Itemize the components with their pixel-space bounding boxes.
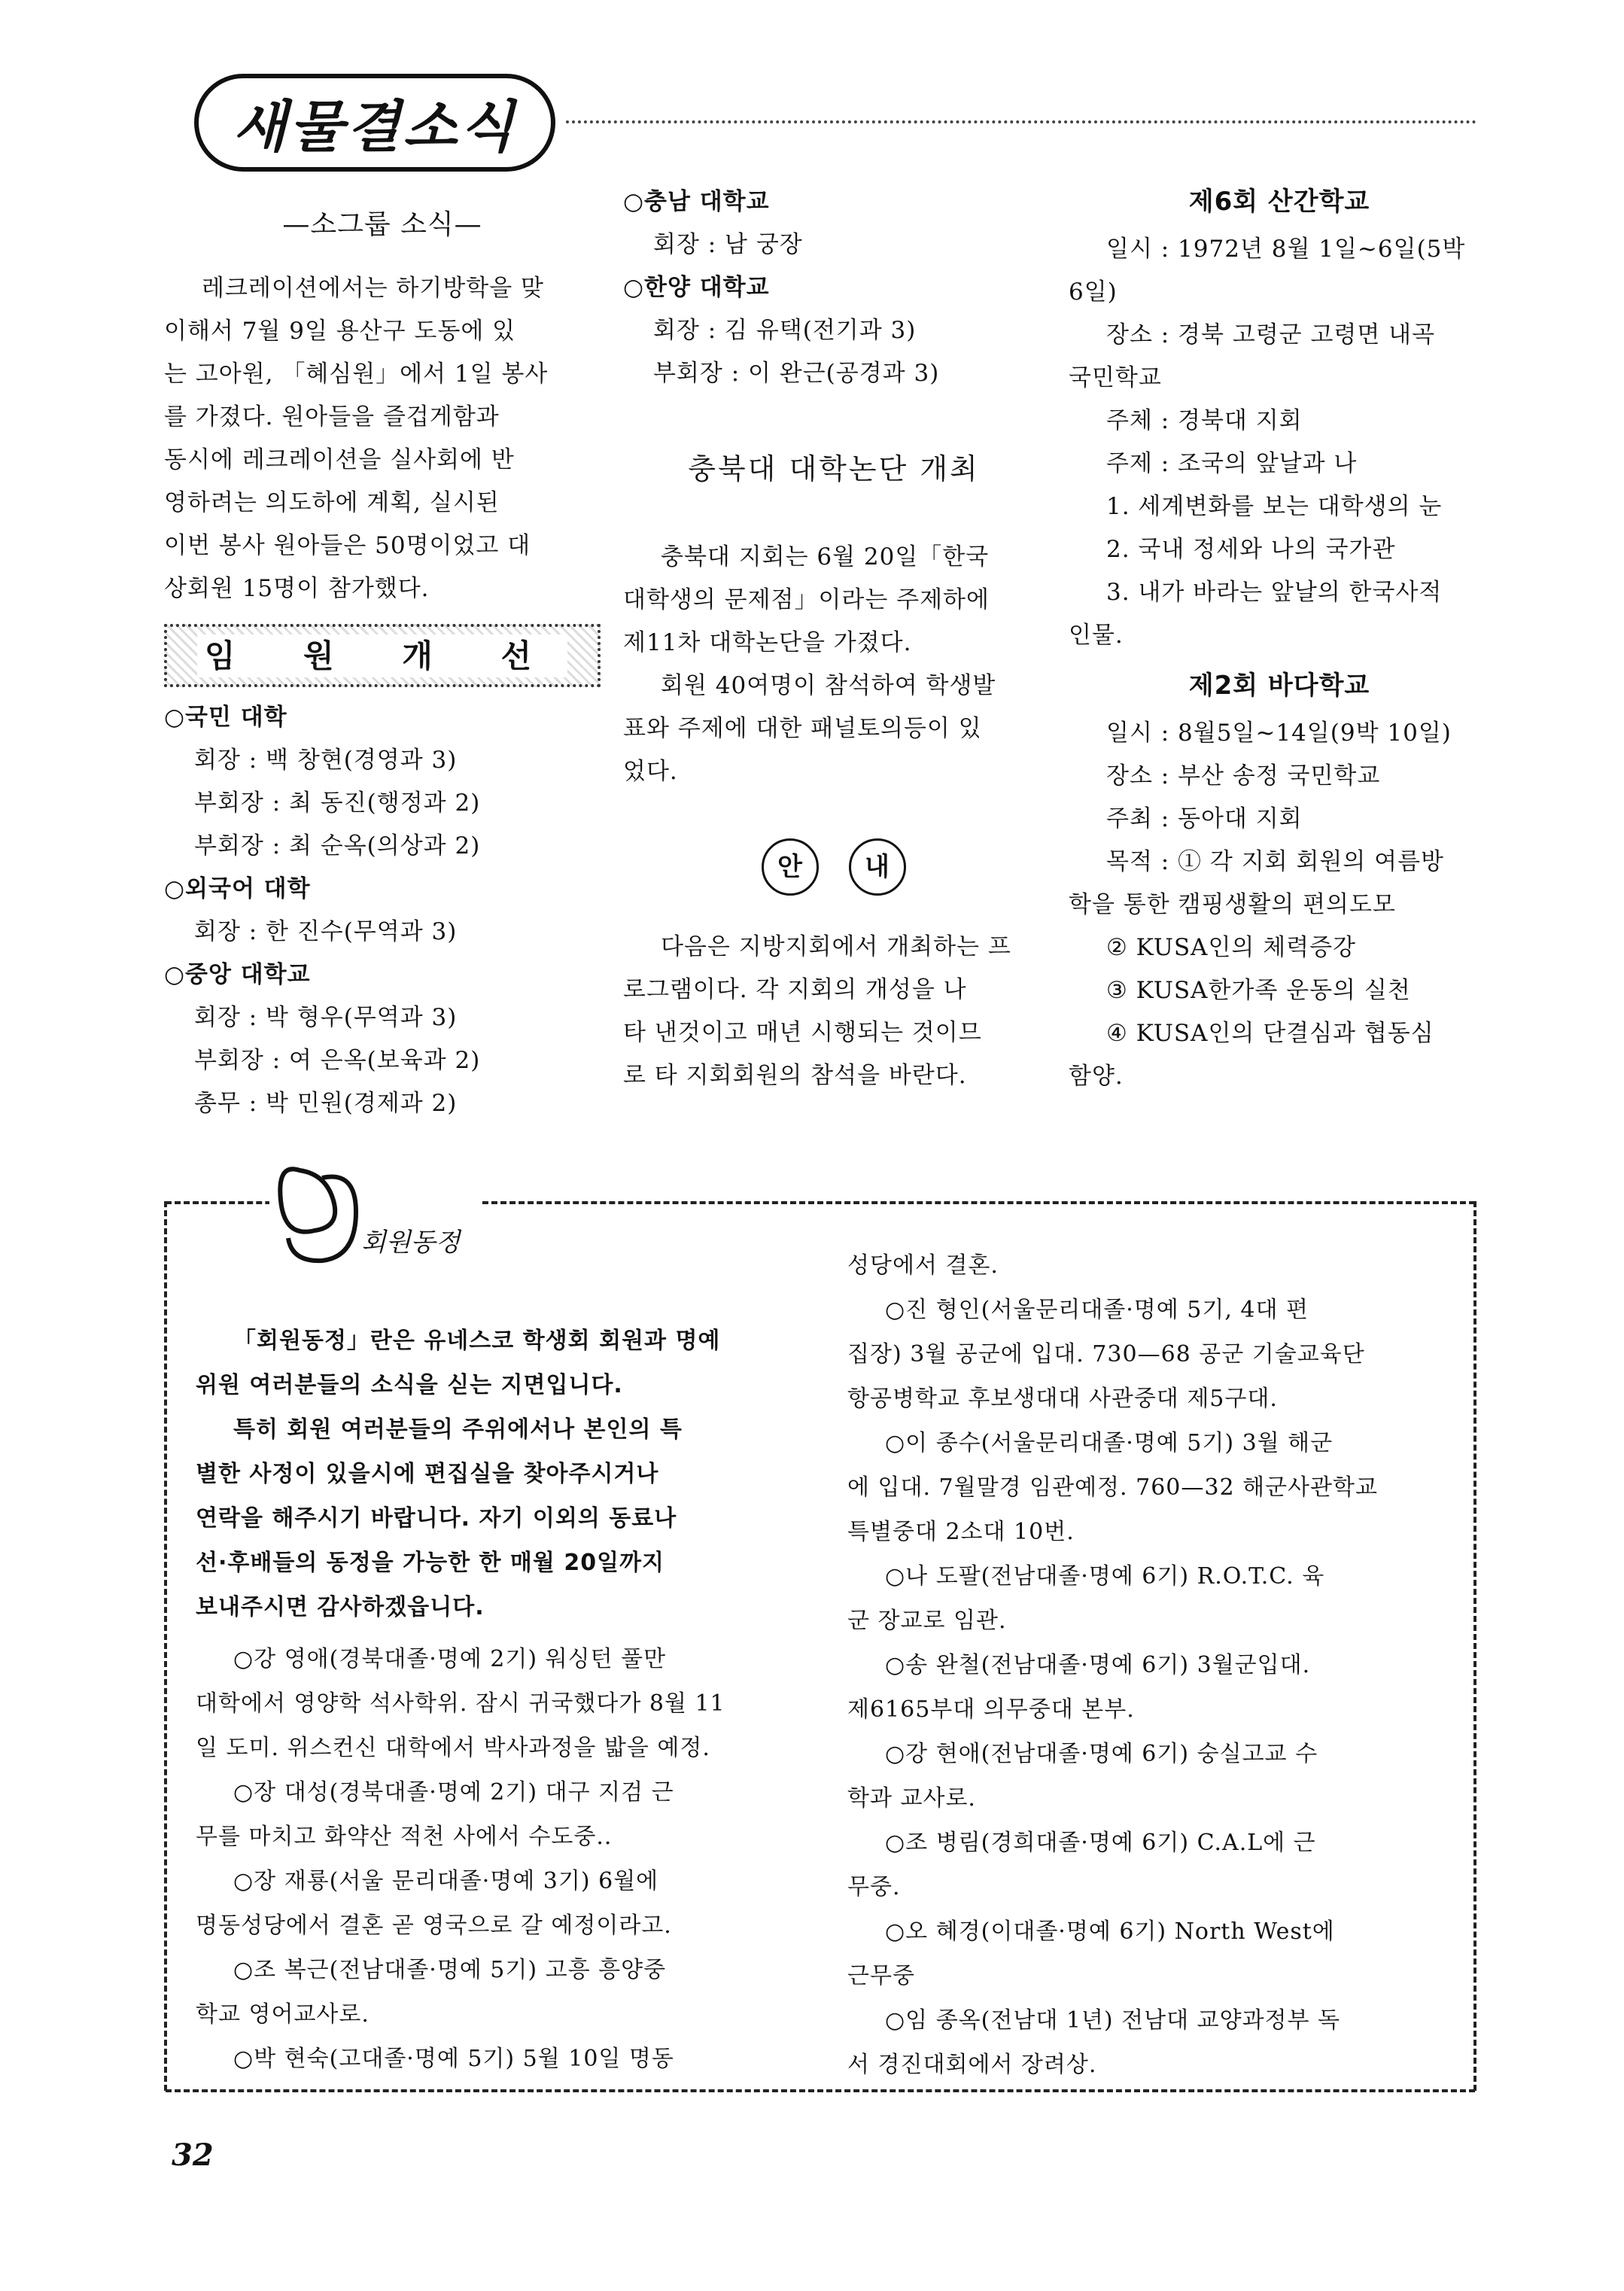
notice-body xyxy=(623,926,1045,1097)
officer-entry: 부회장 : 여 은옥(보육과 2) xyxy=(194,1047,481,1074)
column-1 xyxy=(164,203,601,1125)
member-news-line: 제6165부대 의무중대 본부. xyxy=(847,1696,1135,1723)
member-news-line: 대학에서 영양학 석사학위. 잠시 귀국했다가 8월 11 xyxy=(196,1690,725,1717)
intro-line: 선·후배들의 동정을 가능한 한 매월 20일까지 xyxy=(196,1550,665,1576)
school-heading: ○충남 대학교 xyxy=(623,188,770,215)
member-news-line: ○강 현애(전남대졸·명예 6기) 숭실고교 수 xyxy=(885,1741,1318,1767)
member-news-line: 서 경진대회에서 장려상. xyxy=(847,2052,1097,2078)
schedule-line: ② KUSA인의 체력증강 xyxy=(1106,934,1356,961)
member-news-left-column xyxy=(196,1319,813,2081)
article-line: 를 가졌다. 원아들을 즐겁게함과 xyxy=(164,403,500,431)
chungbuk-article xyxy=(623,536,1045,793)
section-logo-text: 새물결소식 xyxy=(233,95,517,160)
member-news-line: 일 도미. 위스컨신 대학에서 박사과정을 밟을 예정. xyxy=(196,1735,710,1761)
member-news-line: ○이 종수(서울문리대졸·명예 5기) 3월 해군 xyxy=(885,1430,1334,1456)
schedule-line: 일시 : 1972년 8월 1일~6일(5박 xyxy=(1106,236,1466,263)
schedule-line: 6일) xyxy=(1069,278,1118,306)
notice-line: 로 타 지회회원의 참석을 바란다. xyxy=(623,1062,967,1089)
notice-line: 로그램이다. 각 지회의 개성을 나 xyxy=(623,976,967,1003)
article-line: 동시에 레크레이션을 실사회에 반 xyxy=(164,446,515,473)
box-border-bottom xyxy=(166,2089,1475,2092)
column-2 xyxy=(623,181,1045,1097)
schedule-line: 3. 내가 바라는 앞날의 한국사적 xyxy=(1106,579,1443,606)
member-news-line: ○장 재룡(서울 문리대졸·명예 3기) 6월에 xyxy=(233,1868,659,1894)
member-news-line: 항공병학교 후보생대대 사관중대 제5구대. xyxy=(847,1386,1278,1412)
member-news-entries-right xyxy=(847,1243,1457,2087)
article-line: 제11차 대학논단을 가졌다. xyxy=(623,629,912,656)
mountain-school-title: 제6회 산간학교 xyxy=(1188,187,1370,217)
officer-entry: 회장 : 남 궁장 xyxy=(653,231,803,258)
article-line: 표와 주제에 대한 패널토의등이 있 xyxy=(623,715,982,742)
notice-line: 다음은 지방지회에서 개최하는 프 xyxy=(661,933,1011,960)
member-news-line: ○강 영애(경북대졸·명예 2기) 워싱턴 풀만 xyxy=(233,1646,667,1672)
officer-entry: 회장 : 백 창현(경영과 3) xyxy=(194,747,458,774)
subsection-title: —소그룹 소식— xyxy=(282,209,482,240)
notice-char-circle: 안 xyxy=(762,838,819,896)
intro-line: 위원 여러분들의 소식을 싣는 지면입니다. xyxy=(196,1372,623,1398)
sea-school-details xyxy=(1069,712,1490,1098)
officer-entry: 부회장 : 최 순옥(의상과 2) xyxy=(194,832,481,860)
article-line: 이해서 7월 9일 용산구 도동에 있 xyxy=(164,318,516,345)
officer-list-2 xyxy=(623,181,1045,395)
member-news-line: 명동성당에서 결혼 곧 영국으로 갈 예정이라고. xyxy=(196,1912,672,1939)
member-news-line: 무중. xyxy=(847,1874,901,1900)
article-line: 충북대 지회는 6월 20일「한국 xyxy=(661,543,990,570)
officer-entry: 부회장 : 최 동진(행정과 2) xyxy=(194,790,481,817)
schedule-line: 주제 : 조국의 앞날과 나 xyxy=(1106,450,1358,477)
member-news-line: 무를 마치고 화약산 적천 사에서 수도중.. xyxy=(196,1824,613,1850)
schedule-line: 국민학교 xyxy=(1069,364,1162,391)
schedule-line: 목적 : ① 각 지회 회원의 여름방 xyxy=(1106,848,1444,875)
schedule-line: 일시 : 8월5일~14일(9박 10일) xyxy=(1106,720,1452,747)
member-news-logo-icon xyxy=(269,1155,367,1268)
school-heading: ○국민 대학 xyxy=(164,704,287,731)
member-news-line: ○임 종옥(전남대 1년) 전남대 교양과정부 독 xyxy=(885,2007,1341,2034)
header-dotted-rule xyxy=(566,120,1477,123)
box-border-right xyxy=(1473,1201,1477,2091)
intro-line: 별한 사정이 있을시에 편집실을 찾아주시거나 xyxy=(196,1461,659,1487)
member-news-right-column xyxy=(847,1243,1457,2087)
article-line: 상회원 15명이 참가했다. xyxy=(164,575,430,602)
page-number: 32 xyxy=(172,2137,214,2173)
article-line: 이번 봉사 원아들은 50명이었고 대 xyxy=(164,532,531,559)
member-news-line: 성당에서 결혼. xyxy=(847,1252,999,1279)
sea-school-title: 제2회 바다학교 xyxy=(1188,671,1370,701)
notice-line: 타 낸것이고 매년 시행되는 것이므 xyxy=(623,1019,982,1046)
member-news-logo xyxy=(269,1155,480,1268)
school-heading: ○중앙 대학교 xyxy=(164,961,311,988)
member-news-line: ○오 혜경(이대졸·명예 6기) North West에 xyxy=(885,1918,1335,1945)
member-news-entries-left xyxy=(196,1637,813,2081)
member-news-line: 에 입대. 7월말경 임관예정. 760—32 해군사관학교 xyxy=(847,1474,1378,1501)
member-news-line: ○송 완철(전남대졸·명예 6기) 3월군입대. xyxy=(885,1652,1311,1678)
officer-entry: 회장 : 한 진수(무역과 3) xyxy=(194,918,458,945)
member-news-line: ○진 형인(서울문리대졸·명예 5기, 4대 편 xyxy=(885,1297,1309,1323)
member-news-line: 학교 영어교사로. xyxy=(196,2001,370,2028)
article-line: 는 고아원, 「혜심원」에서 1일 봉사 xyxy=(164,361,549,388)
schedule-line: 학을 통한 캠핑생활의 편의도모 xyxy=(1069,891,1396,918)
recreation-article xyxy=(164,267,601,610)
section-logo xyxy=(194,74,555,172)
column-3 xyxy=(1069,181,1490,1098)
officer-entry: 부회장 : 이 완근(공경과 3) xyxy=(653,360,940,387)
article-line: 었다. xyxy=(623,758,678,785)
intro-line: 「회원동정」란은 유네스코 학생회 회원과 명예 xyxy=(233,1328,721,1354)
schedule-line: 2. 국내 정세와 나의 국가관 xyxy=(1106,536,1396,563)
schedule-line: 주최 : 동아대 지회 xyxy=(1106,805,1303,832)
school-heading: ○한양 대학교 xyxy=(623,274,770,301)
article-line: 영하려는 의도하에 계획, 실시된 xyxy=(164,489,500,516)
notice-char-circle: 내 xyxy=(849,838,906,896)
schedule-line: 주체 : 경북대 지회 xyxy=(1106,407,1303,434)
school-heading: ○외국어 대학 xyxy=(164,875,311,902)
intro-line: 보내주시면 감사하겠읍니다. xyxy=(196,1594,485,1620)
member-news-line: ○장 대성(경북대졸·명예 2기) 대구 지검 근 xyxy=(233,1779,674,1806)
notice-heading xyxy=(623,838,1045,896)
article-line: 대학생의 문제점」이라는 주제하에 xyxy=(623,586,990,613)
officer-entry: 회장 : 김 유택(전기과 3) xyxy=(653,317,917,344)
member-news-line: 특별중대 2소대 10번. xyxy=(847,1519,1075,1545)
schedule-line: 장소 : 부산 송정 국민학교 xyxy=(1106,762,1381,790)
member-news-line: 집장) 3월 공군에 입대. 730—68 공군 기술교육단 xyxy=(847,1341,1365,1368)
member-news-line: 학과 교사로. xyxy=(847,1785,976,1812)
box-border-left xyxy=(164,1201,167,2091)
officer-banner xyxy=(164,624,601,687)
intro-line: 연락을 해주시기 바랍니다. 자기 이외의 동료나 xyxy=(196,1505,677,1532)
member-news-line: ○박 현숙(고대졸·명예 5기) 5월 10일 명동 xyxy=(233,2046,674,2072)
member-news-intro xyxy=(196,1319,813,1629)
schedule-line: 장소 : 경북 고령군 고령면 내곡 xyxy=(1106,321,1436,348)
officer-entry: 회장 : 박 형우(무역과 3) xyxy=(194,1004,458,1031)
member-news-line: 군 장교로 임관. xyxy=(847,1608,1007,1634)
schedule-line: 함양. xyxy=(1069,1063,1124,1090)
intro-line: 특히 회원 여러분들의 주위에서나 본인의 특 xyxy=(233,1416,683,1443)
article-line: 회원 40여명이 참석하여 학생발 xyxy=(661,672,996,699)
member-news-line: ○조 병림(경희대졸·명예 6기) C.A.L에 근 xyxy=(885,1830,1316,1856)
article-title: 충북대 대학논단 개최 xyxy=(688,452,980,485)
member-news-line: 근무중 xyxy=(847,1963,915,1989)
member-news-logo-text: 회원동정 xyxy=(358,1222,463,1258)
officer-list xyxy=(164,696,601,1125)
schedule-line: 인물. xyxy=(1069,622,1124,649)
member-news-line: ○조 복근(전남대졸·명예 5기) 고흥 흥양중 xyxy=(233,1957,667,1983)
schedule-line: ④ KUSA인의 단결심과 협동심 xyxy=(1106,1020,1434,1047)
officer-entry: 총무 : 박 민원(경제과 2) xyxy=(194,1090,458,1117)
article-line: 레크레이션에서는 하기방학을 맞 xyxy=(202,275,544,302)
officer-banner-text: 임 원 개 선 xyxy=(197,634,567,677)
schedule-line: 1. 세계변화를 보는 대학생의 눈 xyxy=(1106,493,1443,520)
mountain-school-details xyxy=(1069,228,1490,657)
member-news-line: ○나 도팔(전남대졸·명예 6기) R.O.T.C. 육 xyxy=(885,1563,1325,1590)
schedule-line: ③ KUSA한가족 운동의 실천 xyxy=(1106,977,1411,1004)
